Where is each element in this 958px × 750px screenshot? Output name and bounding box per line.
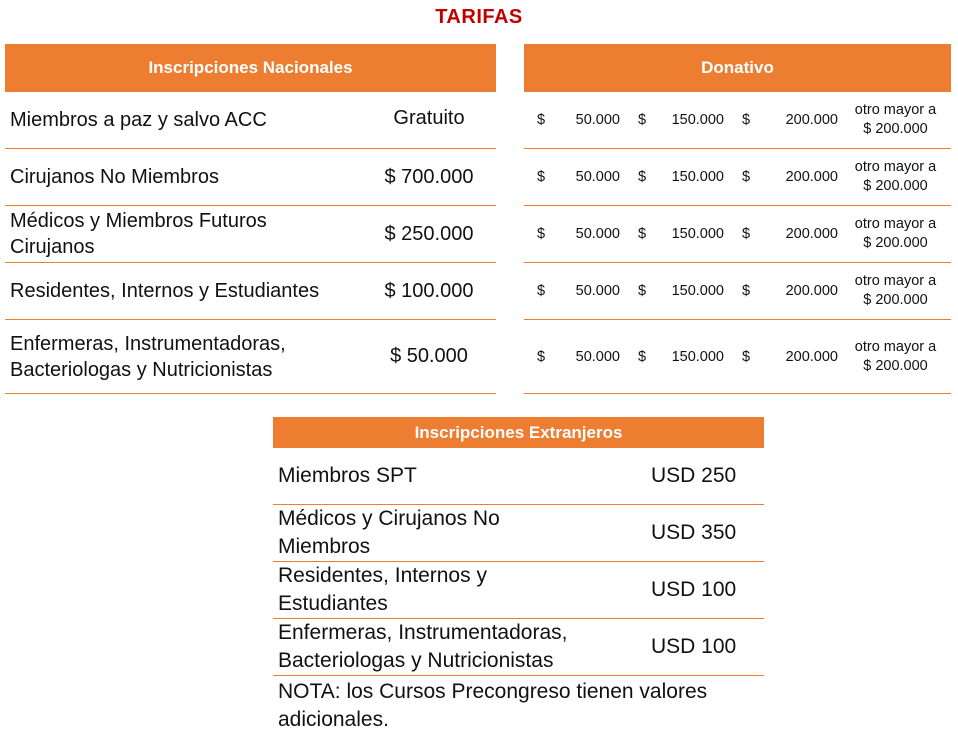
donativo-other bbox=[840, 338, 951, 376]
donativo-amount bbox=[628, 169, 732, 185]
donativo-value: 150.000 bbox=[671, 348, 724, 365]
donativo-value: 50.000 bbox=[575, 283, 620, 299]
nacionales-row-label: Enfermeras, Instrumentadoras, Bacteriologas y Nutricionistas bbox=[10, 332, 286, 381]
donativo-row bbox=[524, 92, 951, 149]
page-title: TARIFAS bbox=[435, 6, 523, 28]
currency-symbol: $ bbox=[537, 226, 546, 242]
nacionales-row-price: $ 50.000 bbox=[390, 345, 468, 367]
nacionales-row bbox=[5, 92, 496, 149]
donativo-other bbox=[840, 272, 951, 310]
extranjeros-header-label: Inscripciones Extranjeros bbox=[414, 422, 623, 442]
extranjeros-row-label: Miembros SPT bbox=[278, 464, 417, 487]
donativo-amount bbox=[732, 226, 840, 242]
nacionales-row-price: Gratuito bbox=[393, 107, 465, 129]
donativo-header bbox=[524, 44, 951, 92]
nacionales-row-label: Miembros a paz y salvo ACC bbox=[10, 109, 267, 131]
donativo-amount bbox=[524, 169, 628, 185]
donativo-value: 200.000 bbox=[785, 112, 838, 128]
donativo-other bbox=[840, 215, 951, 253]
nacionales-row-label: Residentes, Internos y Estudiantes bbox=[10, 280, 320, 302]
extranjeros-row-price: USD 100 bbox=[651, 635, 737, 658]
nacionales-header bbox=[5, 44, 496, 92]
donativo-amount bbox=[524, 226, 628, 242]
donativo-other-line2: $ 200.000 bbox=[863, 178, 928, 194]
donativo-value: 50.000 bbox=[575, 348, 620, 365]
donativo-other-line2: $ 200.000 bbox=[863, 121, 928, 137]
donativo-other-line1: otro mayor a bbox=[854, 338, 937, 355]
currency-symbol: $ bbox=[742, 169, 751, 185]
donativo-other-line2: $ 200.000 bbox=[863, 292, 928, 308]
extranjeros-row bbox=[273, 619, 764, 676]
currency-symbol: $ bbox=[742, 226, 751, 242]
extranjeros-row-label: Médicos y Cirujanos No Miembros bbox=[278, 507, 500, 558]
nacionales-row-price: $ 700.000 bbox=[384, 165, 474, 188]
donativo-other-line1: otro mayor a bbox=[854, 159, 937, 175]
donativo-other-line1: otro mayor a bbox=[854, 102, 937, 118]
donativo-value: 200.000 bbox=[785, 348, 838, 365]
currency-symbol: $ bbox=[638, 283, 647, 299]
note-text: NOTA: los Cursos Precongreso tienen valores adicionales. bbox=[278, 680, 708, 731]
donativo-value: 200.000 bbox=[785, 169, 838, 185]
donativo-row bbox=[524, 320, 951, 394]
donativo-value: 150.000 bbox=[671, 112, 724, 128]
extranjeros-row-price: USD 100 bbox=[651, 578, 737, 601]
nacionales-row bbox=[5, 263, 496, 320]
nacionales-row-price: $ 100.000 bbox=[384, 279, 474, 302]
nacionales-row-price: $ 250.000 bbox=[384, 222, 474, 245]
donativo-row bbox=[524, 149, 951, 206]
currency-symbol: $ bbox=[638, 112, 647, 128]
extranjeros-row-label: Residentes, Internos y Estudiantes bbox=[278, 564, 487, 615]
nacionales-row-label: Cirujanos No Miembros bbox=[10, 166, 219, 188]
currency-symbol: $ bbox=[742, 283, 751, 299]
donativo-amount bbox=[732, 349, 840, 365]
currency-symbol: $ bbox=[537, 348, 546, 365]
extranjeros-row bbox=[273, 448, 764, 505]
nacionales-row bbox=[5, 149, 496, 206]
donativo-amount bbox=[524, 112, 628, 128]
currency-symbol: $ bbox=[638, 348, 647, 365]
donativo-amount bbox=[628, 226, 732, 242]
donativo-other-line1: otro mayor a bbox=[854, 216, 937, 232]
currency-symbol: $ bbox=[638, 169, 647, 185]
donativo-value: 150.000 bbox=[671, 226, 724, 242]
donativo-row bbox=[524, 263, 951, 320]
donativo-row bbox=[524, 206, 951, 263]
extranjeros-row bbox=[273, 505, 764, 562]
currency-symbol: $ bbox=[742, 348, 751, 365]
nacionales-row-label: Médicos y Miembros Futuros Cirujanos bbox=[10, 210, 267, 258]
donativo-value: 50.000 bbox=[575, 169, 620, 185]
donativo-other-line1: otro mayor a bbox=[854, 273, 937, 289]
donativo-value: 150.000 bbox=[671, 283, 724, 299]
currency-symbol: $ bbox=[742, 112, 751, 128]
donativo-amount bbox=[732, 112, 840, 128]
extranjeros-header bbox=[273, 417, 764, 448]
donativo-amount bbox=[524, 283, 628, 299]
currency-symbol: $ bbox=[537, 112, 546, 128]
donativo-other-line2: $ 200.000 bbox=[863, 235, 928, 251]
donativo-amount bbox=[732, 283, 840, 299]
donativo-value: 200.000 bbox=[785, 226, 838, 242]
nacionales-header-label: Inscripciones Nacionales bbox=[148, 58, 353, 77]
donativo-other bbox=[840, 158, 951, 196]
currency-symbol: $ bbox=[638, 226, 647, 242]
donativo-amount bbox=[628, 283, 732, 299]
extranjeros-row-label: Enfermeras, Instrumentadoras, Bacteriologas y Nutricionistas bbox=[278, 621, 568, 672]
currency-symbol: $ bbox=[537, 283, 546, 299]
extranjeros-row-price: USD 350 bbox=[651, 521, 737, 544]
donativo-amount bbox=[628, 112, 732, 128]
currency-symbol: $ bbox=[537, 169, 546, 185]
donativo-value: 50.000 bbox=[575, 112, 620, 128]
donativo-amount bbox=[732, 169, 840, 185]
nacionales-row bbox=[5, 206, 496, 263]
nacionales-row bbox=[5, 320, 496, 394]
donativo-other-line2: $ 200.000 bbox=[863, 357, 928, 374]
donativo-header-label: Donativo bbox=[701, 58, 774, 77]
donativo-amount bbox=[628, 349, 732, 365]
donativo-other bbox=[840, 101, 951, 139]
donativo-value: 150.000 bbox=[671, 169, 724, 185]
donativo-value: 50.000 bbox=[575, 226, 620, 242]
extranjeros-row-price: USD 250 bbox=[651, 464, 737, 487]
extranjeros-row bbox=[273, 562, 764, 619]
donativo-amount bbox=[524, 349, 628, 365]
donativo-value: 200.000 bbox=[785, 283, 838, 299]
